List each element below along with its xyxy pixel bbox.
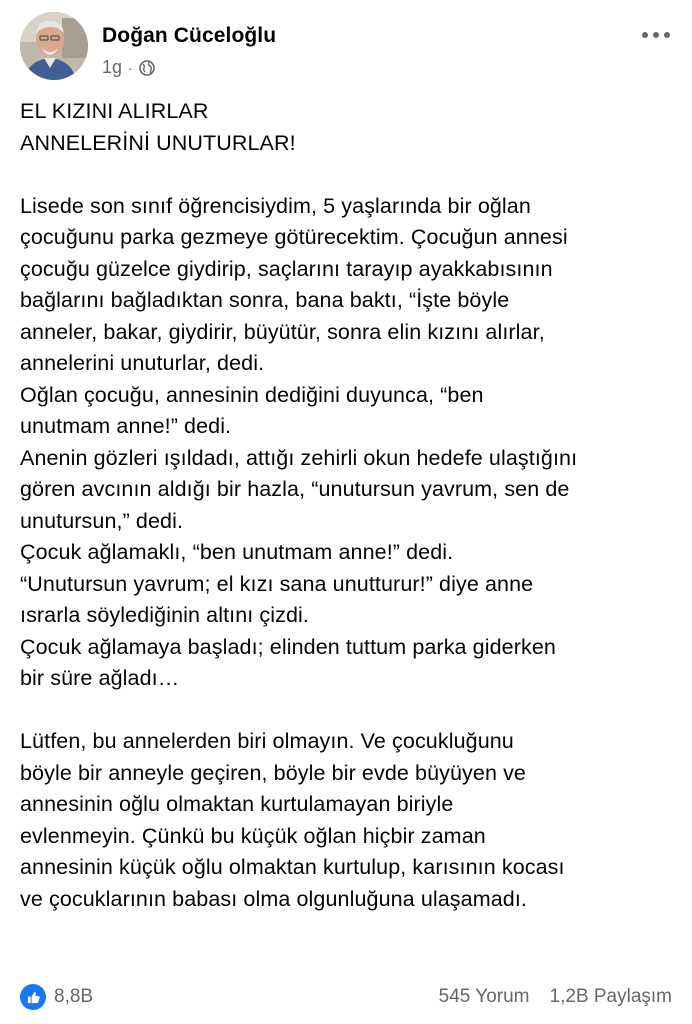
share-count[interactable]: 1,2B Paylaşım — [549, 986, 672, 1007]
post-body: EL KIZINI ALIRLAR ANNELERİNİ UNUTURLAR! Lisede son sınıf öğrencisiydim, 5 yaşlarında bir oğlan çocuğunu parka gezmeye götürecektim. Çocuğun annesi çocuğu güzelce giydirip, saçlarını tarayıp ayakkabısının bağlarını bağladıktan sonra, bana baktı, “İşte böyle anneler, bakar, giydirir, büyütür, sonra elin kızını alırlar, annelerini unuturlar, dedi. Oğlan çocuğu, annesinin dediğini duyunca, “ben unutmam anne!” dedi. Anenin gözleri ışıldadı, attığı zehirli okun hedefe ulaştığını gören avcının aldığı bir hazla, “unutursun yavrum, sen de unutursun,” dedi. Çocuk ağlamaklı, “ben unutmam anne!” dedi. “Unutursun yavrum; el kızı sana unutturur!” diye anne ısrarla söylediğinin altını çizdi. Çocuk ağlamaya başladı; elinden tuttum parka giderken bir süre ağladı… Lütfen, bu annelerden biri olmayın. Ve çocukluğunu böyle bir anneyle geçiren, böyle bir evde büyüyen ve annesinin oğlu olmaktan kurtulamayan biriyle evlenmeyin. Çünkü bu küçük oğlan hiçbir zaman annesinin küçük oğlu olmaktan kurtulup, karısının kocası ve çocuklarının babası olma olgunluğuna ulaşamadı. — [20, 99, 578, 911]
post-time[interactable]: 1g — [102, 57, 123, 77]
post-header — [20, 12, 672, 82]
meta-separator: · — [128, 59, 133, 76]
post-footer — [20, 982, 672, 1012]
globe-icon — [139, 60, 155, 76]
avatar[interactable] — [20, 12, 88, 80]
post-meta — [102, 57, 155, 78]
reactions[interactable] — [20, 984, 93, 1010]
avatar-photo — [20, 12, 88, 80]
more-icon[interactable] — [636, 20, 676, 50]
comment-count[interactable]: 545 Yorum — [438, 986, 530, 1007]
reaction-count: 8,8B — [54, 986, 94, 1007]
like-icon — [20, 984, 46, 1010]
author-name[interactable]: Doğan Cüceloğlu — [102, 24, 277, 47]
